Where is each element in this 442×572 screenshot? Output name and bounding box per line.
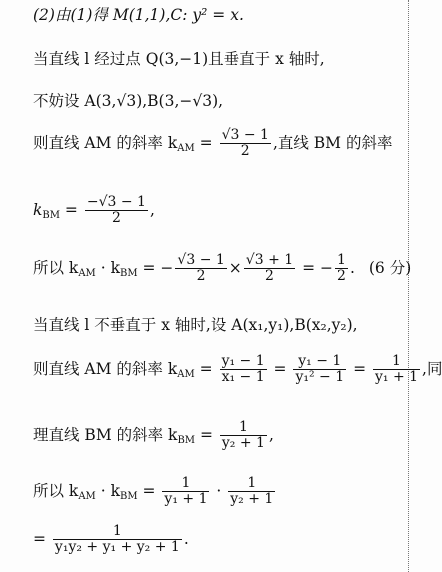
denominator: y₁ + 1 [164,491,208,508]
text-line-8-suffix: ,同 [422,359,442,378]
denominator: y₁² − 1 [295,369,345,386]
numerator: 1 [220,420,267,436]
fraction [220,420,267,452]
product-dot: · k [95,258,120,277]
subscript: BM [119,490,138,502]
line-5 [33,195,155,227]
subscript: BM [119,267,138,279]
line-7 [33,316,358,335]
product-dot: · [211,481,227,500]
fraction [85,195,148,227]
equals-sign: = − [297,258,334,277]
line-2 [33,50,325,69]
comma: , [268,425,274,444]
equals-sign: = [194,359,218,378]
denominator: 2 [337,268,346,285]
line-11 [33,524,189,556]
equals-sign: = − [137,258,174,277]
points-tag: (6 分) [368,258,412,277]
numerator: 1 [228,476,275,492]
denominator: y₁ + 1 [374,369,419,386]
numerator: √3 − 1 [221,127,269,143]
denominator: 2 [265,268,274,285]
text-line-2: 当直线 l 经过点 Q(3,−1)且垂直于 x 轴时, [33,50,325,68]
fraction [293,354,346,386]
denominator: 2 [240,143,250,160]
numerator: 1 [337,252,346,268]
numerator: 1 [53,524,182,540]
comma: , [149,200,155,219]
numerator: √3 − 1 [177,252,225,268]
line-4 [33,128,392,160]
numerator: √3 + 1 [245,252,294,268]
line-10 [33,476,277,508]
slope-symbol: k [33,200,43,219]
subscript: BM [42,209,60,221]
period: . [183,529,189,548]
text-line-7: 当直线 l 不垂直于 x 轴时,设 A(x₁,y₁),B(x₂,y₂), [33,316,358,334]
text-line-4-suffix: ,直线 BM 的斜率 [272,133,393,152]
period: . [349,258,355,277]
denominator: 2 [111,210,121,227]
fraction [220,128,271,160]
equals-sign: = [268,359,292,378]
numerator: 1 [373,354,420,370]
times-sign: × [228,258,242,277]
fraction [162,476,209,508]
denominator: y₂ + 1 [221,435,265,452]
dotted-margin-rule [408,0,409,572]
equals-sign: = [195,425,218,444]
fraction [175,253,226,285]
text-line-8-prefix: 则直线 AM 的斜率 k [33,359,178,378]
text-line-10-prefix: 所以 k [33,481,79,500]
subscript: AM [78,267,96,279]
fraction [53,524,182,556]
equals-sign: = [348,359,371,378]
equals-sign: = [60,200,83,219]
fraction [220,354,267,386]
text-line-9-prefix: 理直线 BM 的斜率 k [33,425,178,444]
fraction [228,476,275,508]
subscript: BM [177,434,196,446]
equals-sign: = [137,481,161,500]
fraction [373,354,420,386]
text-line-1: (2)由(1)得 M(1,1),C: y² = x. [33,6,244,24]
denominator: 2 [196,268,206,285]
equals-sign: = [33,529,51,548]
line-3 [33,92,223,111]
fraction [335,253,348,285]
text-line-4-prefix: 则直线 AM 的斜率 k [33,133,178,152]
line-6 [33,253,411,285]
subscript: AM [78,490,96,502]
fraction [244,253,295,285]
equals-sign: = [194,133,218,152]
line-1 [33,6,244,25]
denominator: y₁y₂ + y₁ + y₂ + 1 [54,539,180,556]
denominator: x₁ − 1 [221,369,265,386]
numerator: −√3 − 1 [86,194,146,210]
numerator: 1 [162,476,209,492]
subscript: AM [177,142,195,154]
product-dot: · k [95,481,120,500]
line-9 [33,420,274,452]
line-8 [33,354,442,386]
text-line-3: 不妨设 A(3,√3),B(3,−√3), [33,92,224,110]
subscript: AM [177,368,195,380]
numerator: y₁ − 1 [221,353,265,369]
denominator: y₂ + 1 [230,491,274,508]
text-line-6-prefix: 所以 k [33,258,79,277]
numerator: y₁ − 1 [293,354,346,370]
